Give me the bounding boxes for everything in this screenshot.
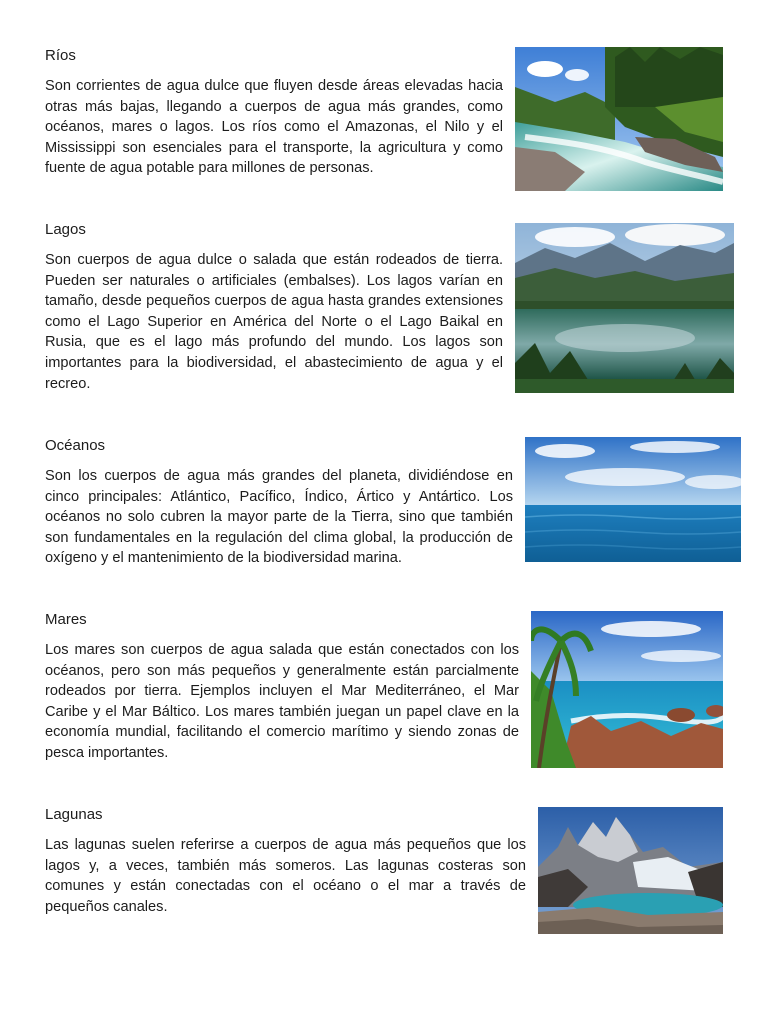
lagoon-photo — [538, 807, 723, 934]
section-text-oceanos: Son los cuerpos de agua más grandes del planeta, dividiéndose en cinco principales: Atlántico, Pacífico, Índico, Ártico y Antártico. Los océanos no solo cubren la mayor parte de la Tierra, sino que también son fundamentales en la regulación del clima global, la producción de oxígeno y el mantenimiento de la biodiversidad marina. — [45, 468, 513, 567]
section-title-lagunas: Lagunas — [45, 806, 103, 823]
section-text-rios: Son corrientes de agua dulce que fluyen desde áreas elevadas hacia otras más bajas, llegando a cuerpos de agua más grandes, como océanos, mares o lagos. Los ríos como el Amazonas, el Nilo y el Mississippi son esenciales para el transporte, la agricultura y como fuente de agua potable para millones de personas. — [45, 78, 503, 177]
section-title-rios: Ríos — [45, 47, 76, 64]
lake-photo — [515, 223, 734, 393]
section-title-lagos: Lagos — [45, 221, 86, 238]
ocean-photo — [525, 437, 741, 562]
section-title-oceanos: Océanos — [45, 437, 106, 454]
river-photo — [515, 47, 723, 191]
section-text-lagos: Son cuerpos de agua dulce o salada que están rodeados de tierra. Pueden ser naturales o artificiales (embalses). Los lagos varían en tamaño, desde pequeños cuerpos de agua hasta grandes extensiones como el Lago Superior en América del Norte o el Lago Baikal en Rusia, que es el lago más profundo del mundo. Los lagos son importantes para la biodiversidad, el abastecimiento de agua y el recreo. — [45, 252, 503, 392]
section-text-lagunas: Las lagunas suelen referirse a cuerpos de agua más pequeños que los lagos y, a veces, también más someros. Las lagunas costeras son comunes y están conectadas con el océano o el mar a través de pequeños canales. — [45, 837, 526, 915]
section-title-mares: Mares — [45, 611, 87, 628]
section-text-mares: Los mares son cuerpos de agua salada que están conectados con los océanos, pero son más pequeños y generalmente están parcialmente rodeados por tierra. Ejemplos incluyen el Mar Mediterráneo, el Mar Caribe y el Mar Báltico. Los mares también juegan un papel clave en la economía mundial, facilitando el comercio marítimo y siendo zonas de pesca importantes. — [45, 642, 519, 761]
sea-photo — [531, 611, 723, 768]
